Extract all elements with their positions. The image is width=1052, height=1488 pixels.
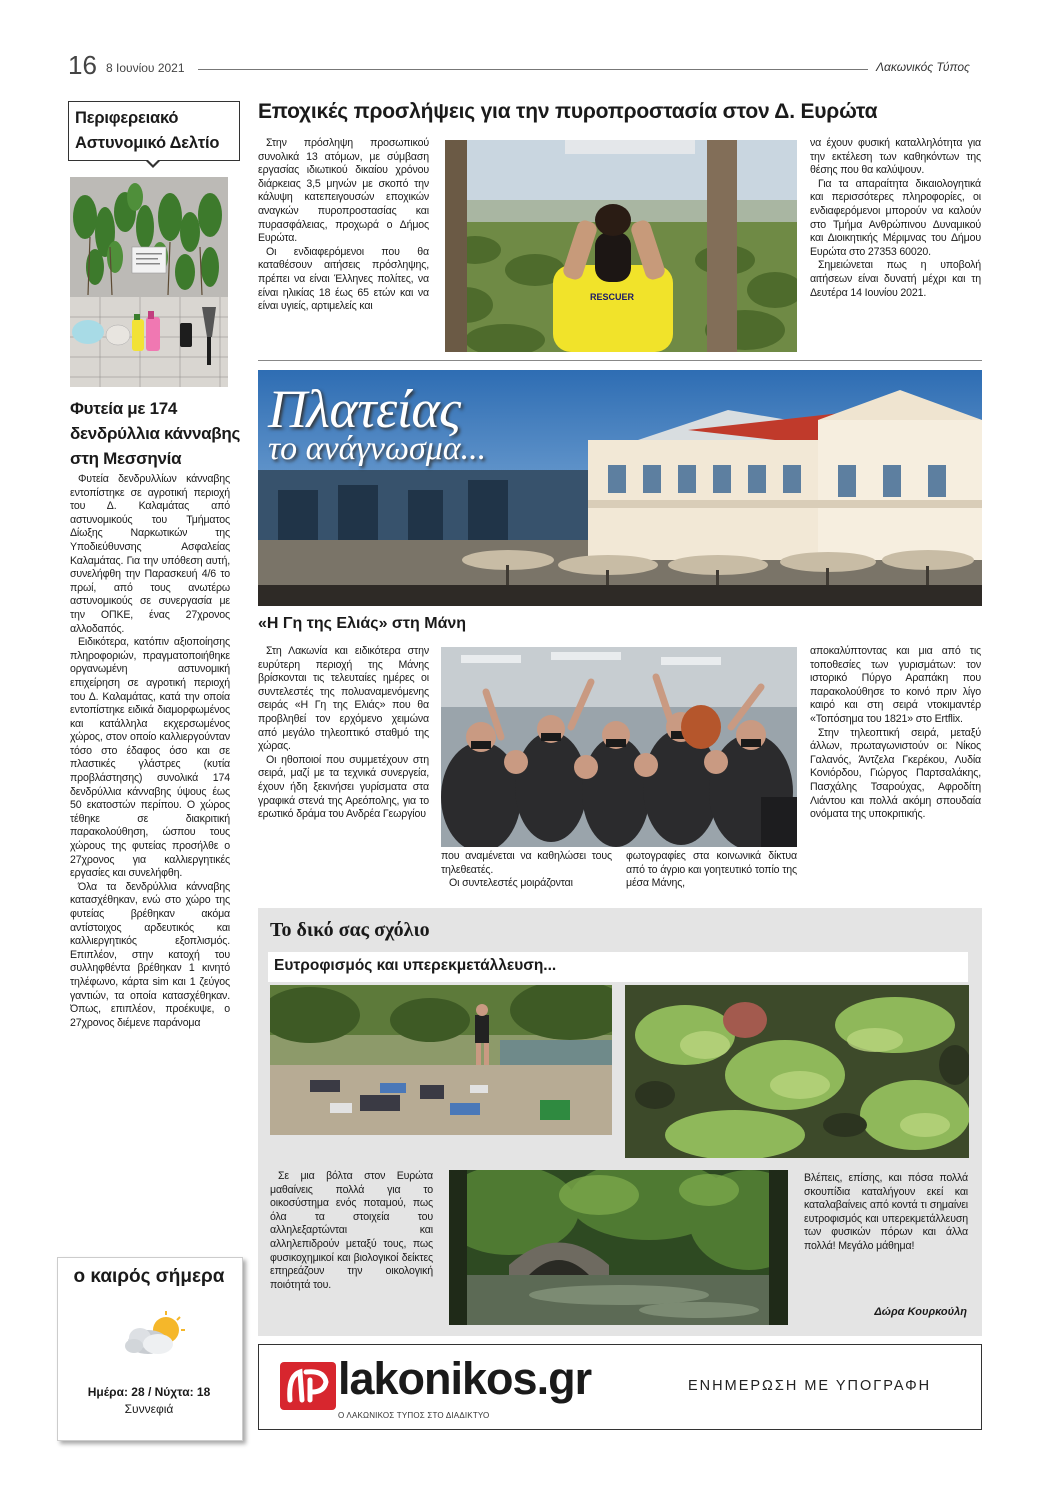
mani-column-2 <box>441 850 612 898</box>
paragraph: Στην πρόσληψη προσωπικού συνολικά 13 ατόμων, με σύμβαση εργασίας ιδιωτικού δικαίου χρόνου διάρκειας 3,5 μηνών με σκοπό την κάλυψη κατεπειγουσών εποχικών αναγκών πυροπροστασίας και πυρασφάλειας, προχωρά ο Δήμος Ευρώτα. <box>258 137 429 245</box>
paragraph: Σημειώνεται πως η υποβολή αιτήσεων είναι δυνατή μέχρι και τη Δευτέρα 14 Ιουνίου 2021. <box>810 259 981 299</box>
algae-water-photo <box>625 985 969 1158</box>
mani-column-4 <box>810 645 981 905</box>
paragraph: που αναμένεται να καθηλώσει τους τηλεθεατές. <box>441 850 612 876</box>
vest-text: RESCUER <box>590 292 635 302</box>
mani-column-3 <box>626 850 797 898</box>
paragraph: Ειδικότερα, κατόπιν αξιοποίησης πληροφοριών, πραγματοποιήθηκε οργανωμένη αστυνομική επιχείρηση σε αγροτική περιοχή του Δ. Καλαμάτας, κατά την οποία εντοπίστηκε ειδικά διαμορφωμένος και κατάλληλα εκχερσωμένος χώρος, στον οποίο καλλιεργούνταν τόσο στο έδαφος όσο και σε πλαστικές γλάστρες (κυτία προβλάστησης) συνολικά 174 δενδρύλλια κάνναβης ύψους έως 50 εκατοστών περίπου. Ο χώρος τέθηκε σε διακριτική παρακολούθηση, ώσπου τους χώρους της φυτείας προσήλθε ο 27χρονος για καλλιεργητικές εργασίες και συνελήφθη. <box>70 636 230 880</box>
comment-text-left <box>270 1170 433 1330</box>
cannabis-article-body <box>70 473 230 1243</box>
ad-tagline: Ο ΛΑΚΩΝΙΚΟΣ ΤΥΠΟΣ ΣΤΟ ΔΙΑΔΙΚΤΥΟ <box>338 1411 490 1420</box>
header-rule <box>198 69 868 70</box>
issue-date: 8 Ιουνίου 2021 <box>106 61 185 75</box>
cannabis-headline <box>70 396 240 471</box>
cannabis-headline-line3: στη Μεσσηνία <box>70 449 182 468</box>
cannabis-headline-line1: Φυτεία με 174 <box>70 399 178 418</box>
comment-text-right <box>804 1172 968 1302</box>
lakonikos-logo-text: lakonikos.gr <box>338 1353 592 1404</box>
cannabis-headline-line2: δενδρύλλια κάνναβης <box>70 424 240 443</box>
paragraph: Στη Λακωνία και ειδικότερα στην ευρύτερη περιοχή της Μάνης βρίσκονται τις τελευταίες ημέρες οι συντελεστές της πολυαναμενόμενης σειράς «Η Γη της Ελιάς» που θα προβληθεί τον ερχόμενο χειμώνα από μεγάλο τηλεοπτικό σταθμό της χώρας. <box>258 645 429 753</box>
paragraph: αποκαλύπτοντας και μια από τις τοποθεσίες των γυρισμάτων: τον ιστορικό Πύργο Αραπάκη που παρακολούθησε το κοινό πριν λίγο καιρό και στη σειρά ντοκιμαντέρ «Τοπόσημα του 1821» στο Ertflix. <box>810 645 981 725</box>
page-number: 16 <box>68 50 97 80</box>
cast-group-photo <box>441 647 797 847</box>
stone-bridge-river-photo <box>449 1170 788 1325</box>
comment-section-title: Το δικό σας σχόλιο <box>270 919 430 941</box>
recruitment-column-1 <box>258 137 429 352</box>
publication-name: Λακωνικός Τύπος <box>876 60 970 74</box>
partly-cloudy-icon <box>120 1310 190 1360</box>
weather-temperatures: Ημέρα: 28 / Νύχτα: 18 <box>87 1385 211 1399</box>
paragraph: Οι συντελεστές μοιράζονται <box>449 877 573 890</box>
paragraph: Φυτεία δενδρυλλίων κάνναβης εντοπίστηκε σε αγροτική περιοχή του Δ. Καλαμάτας από αστυνομικούς του Τμήματος Δίωξης Ναρκωτικών της Υποδιεύθυνσης Ασφαλείας Καλαμάτας. Για την υπόθεση αυτή, συνελήφθη την Παρασκευή 4/6 το πρωί, από τους ανωτέρω αστυνομικούς σε συνεργασία με την ΟΠΚΕ, ένας 27χρονος αλλοδαπός. <box>70 473 230 635</box>
paragraph: Βλέπεις, επίσης, και πόσα πολλά σκουπίδια καταλήγουν εκεί και καταλαβαίνεις από κοντά τι σημαίνει ευτροφισμός και υπερεκμετάλλευση των φυσικών πόρων και άλλα πολλά! Μεγάλο μάθημα! <box>804 1172 968 1252</box>
comment-author: Δώρα Κουρκούλη <box>874 1306 967 1318</box>
recruitment-column-3 <box>810 137 981 352</box>
police-box-title-line2: Αστυνομικό Δελτίο <box>75 134 220 152</box>
paragraph: Όλα τα δενδρύλλια κάνναβης κατασχέθηκαν, ενώ στο χώρο της φυτείας βρέθηκαν ακόμα αντίστοιχος αρδευτικός και καλλιεργητικός εξοπλισμός. Επιπλέον, στην κατοχή του συλληφθέντα βρέθηκαν 1 κινητό τηλέφωνο, κάρτα sim και 1 ζεύγος γαντιών, τα οποία κατασχέθηκαν. Όπως, επιπλέον, προέκυψε, ο 27χρονος διέμενε παράνομα <box>70 880 230 1029</box>
riverbank-trash-photo <box>270 985 612 1135</box>
paragraph: φωτογραφίες στα κοινωνικά δίκτυα από το άγριο και γοητευτικό τοπίο της μέσα Μάνης, <box>626 850 797 890</box>
paragraph: Σε μια βόλτα στον Ευρώτα μαθαίνεις πολλά για το οικοσύστημα ενός ποταμού, πως όλα τα στοιχεία του αλληλεξαρτώνται και αλληλεπιδρούν μεταξύ τους, πως φυσικοχημικοί και βιολογικοί δείκτες επηρεάζουν την οικολογική ποιότητά του. <box>270 1170 433 1291</box>
comment-subtitle: Ευτροφισμός και υπερεκμετάλλευση... <box>274 957 557 974</box>
police-box-title-line1: Περιφερειακό <box>75 109 179 127</box>
fire-watch-photo <box>445 140 797 352</box>
banner-title-line1: Πλατείας <box>268 379 461 439</box>
paragraph: Στην τηλεοπτική σειρά, μεταξύ άλλων, πρωταγωνιστούν οι: Νίκος Γαλανός, Άντζελα Γκερέκου, Λυδία Κονιόρδου, Γιώργος Παρτσαλάκης, Πασχάλης Τσαρούχας, Αφροδίτη Λιάντου και πολλά ακόμη σπουδαία ονόματα της υποκριτικής. <box>810 726 981 821</box>
paragraph: Οι ηθοποιοί που συμμετέχουν στη σειρά, μαζί με τα τεχνικά συνεργεία, έχουν ήδη ξεκινήσει γυρίσματα στα γραφικά στενά της Αρεόπολης, για το ερωτικό δράμα του Ανδρέα Γεωργίου <box>258 753 429 821</box>
weather-title: ο καιρός σήμερα <box>73 1266 225 1287</box>
paragraph: να έχουν φυσική καταλληλότητα για την εκτέλεση των καθηκόντων της θέσης που θα καλύψουν. <box>810 137 981 177</box>
callout-pointer-inner <box>147 159 159 165</box>
cannabis-evidence-photo <box>70 177 228 387</box>
recruitment-headline: Εποχικές προσλήψεις για την πυροπροστασία στον Δ. Ευρώτα <box>258 100 878 123</box>
paragraph: Για τα απαραίτητα δικαιολογητικά και περισσότερες πληροφορίες, οι ενδιαφερόμενοι μπορούν να καλούν στο Τμήμα Ανθρώπινου Δυναμικού και Διοικητικής Μέριμνας του Δήμου Ευρώτα στο 27353 60020. <box>810 177 981 258</box>
section-divider <box>258 360 982 361</box>
police-bulletin-box <box>68 101 240 161</box>
mani-headline: «Η Γη της Ελιάς» στη Μάνη <box>258 615 467 632</box>
banner-title-line2: το ανάγνωσμα... <box>268 430 487 467</box>
ad-slogan: ΕΝΗΜΕΡΩΣΗ ΜΕ ΥΠΟΓΡΑΦΗ <box>688 1378 932 1394</box>
lakonikos-logo-icon <box>280 1362 336 1410</box>
paragraph: Οι ενδιαφερόμενοι που θα καταθέσουν αιτήσεις πρόσληψης, πρέπει να είναι Έλληνες πολίτες, να είναι ηλικίας 18 έως 65 ετών και να είναι υγιείς, αρτιμελείς και <box>258 245 429 313</box>
mani-column-1 <box>258 645 429 895</box>
weather-condition: Συννεφιά <box>124 1402 174 1416</box>
